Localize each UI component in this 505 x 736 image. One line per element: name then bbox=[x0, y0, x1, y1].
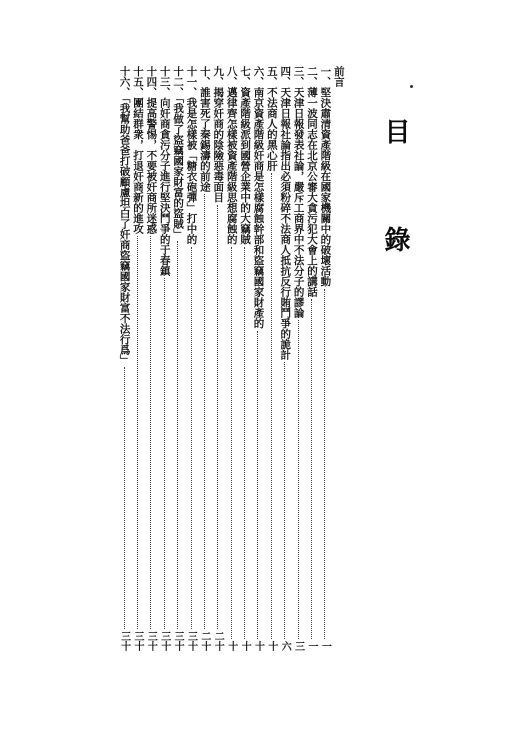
toc-entry-preface bbox=[332, 66, 345, 226]
toc-page-number: 三十 bbox=[172, 631, 184, 651]
toc-page-number: 三十 bbox=[145, 631, 157, 651]
toc-page-number: 二十 bbox=[212, 631, 224, 651]
toc-entry-text: 十四、提高警惕，不要被奸商所迷惑 bbox=[145, 66, 158, 234]
toc-entry bbox=[158, 66, 171, 651]
toc-leader bbox=[204, 194, 205, 629]
toc-entry bbox=[265, 66, 278, 651]
toc-page-number: 二十 bbox=[198, 631, 210, 651]
toc-entry-text: 五、不法商人的黑心肝 bbox=[265, 66, 278, 171]
toc-entry bbox=[305, 66, 318, 651]
toc-entry-text: 十一、我是怎樣被「糖衣砲彈」打中的 bbox=[185, 66, 198, 245]
toc-page-number: 十 bbox=[239, 641, 251, 651]
toc-entry bbox=[131, 66, 144, 651]
toc-entry bbox=[238, 66, 251, 651]
toc-entry-text: 十三、向奸商貪污分子進行堅決鬥爭的于春鎮 bbox=[158, 66, 171, 276]
page-title: 目 錄 bbox=[380, 118, 410, 280]
toc-entry-text: 三、天津日報發表社論，嚴斥工商界中不法分子的謬論 bbox=[292, 66, 305, 318]
toc-entry bbox=[117, 66, 130, 651]
toc-entry-text: 十、誰害死了秦錫濤的前途 bbox=[198, 66, 211, 192]
toc-page-number: 三十 bbox=[158, 631, 170, 651]
toc-entry-text: 二、薄一波同志在北京公審大貪污犯大會上的講話 bbox=[306, 66, 319, 297]
toc-entry-text: 七、資產階級派到國營企業中的大竊賊 bbox=[239, 66, 252, 245]
toc-entry bbox=[291, 66, 304, 651]
toc-entry bbox=[184, 66, 197, 651]
ink-dot bbox=[410, 85, 413, 88]
toc-leader bbox=[257, 331, 258, 640]
toc-entry bbox=[224, 66, 237, 651]
toc-page-number: 三十 bbox=[131, 631, 143, 651]
toc-leader bbox=[244, 247, 245, 640]
toc-entry bbox=[211, 66, 224, 651]
toc-page-number: 十 bbox=[265, 641, 277, 651]
toc-entry-text: 十二、「我做了盜竊國家財富的盜賊」 bbox=[172, 66, 185, 240]
toc-entry bbox=[171, 66, 184, 651]
toc-leader bbox=[137, 236, 138, 629]
toc-page-number: 一 bbox=[306, 641, 318, 651]
table-of-contents bbox=[117, 66, 345, 651]
toc-leader bbox=[311, 299, 312, 639]
toc-entry-text: 一、堅決肅清資產階級在國家機關中的破壞活動 bbox=[319, 66, 332, 287]
toc-entry bbox=[251, 66, 264, 651]
toc-entry-text: 前言 bbox=[332, 66, 345, 87]
toc-leader bbox=[298, 320, 299, 639]
toc-entry bbox=[198, 66, 211, 651]
toc-page-number: 十 bbox=[252, 641, 264, 651]
toc-entry-text: 四、天津日報社論指出必須粉碎不法商人抵抗反行賄鬥爭的詭計 bbox=[279, 66, 292, 360]
toc-page-number: 一 bbox=[319, 641, 331, 651]
toc-page-number: 十 bbox=[225, 641, 237, 651]
toc-leader bbox=[191, 247, 192, 630]
toc-entry-text: 十五、團結群衆，打退奸商新的進攻 bbox=[131, 66, 144, 234]
toc-entry-text: 六、南京資產階級奸商是怎樣腐蝕幹部和盜竊國家財產的 bbox=[252, 66, 265, 329]
toc-entry bbox=[144, 66, 157, 651]
toc-page-number: 六 bbox=[279, 641, 291, 651]
toc-leader bbox=[124, 367, 125, 629]
toc-leader bbox=[284, 362, 285, 639]
toc-leader bbox=[324, 289, 325, 640]
toc-leader bbox=[177, 241, 178, 629]
toc-entry-text: 八、邁律齊怎樣被資產階級思想腐蝕的 bbox=[225, 66, 238, 245]
toc-leader bbox=[217, 205, 218, 630]
toc-entry-text: 九、揭穿奸商的陰險惡毒面目 bbox=[212, 66, 225, 203]
toc-entry bbox=[278, 66, 291, 651]
toc-page-number: 三 bbox=[292, 641, 304, 651]
toc-leader bbox=[271, 173, 272, 639]
toc-entry bbox=[318, 66, 331, 651]
toc-entry-text: 十六、「我幫助爸爸打破顧慮坦白了奸商盜竊國家財富不法行爲」 bbox=[118, 66, 131, 366]
toc-page-number: 三十 bbox=[185, 631, 197, 651]
toc-leader bbox=[150, 236, 151, 629]
toc-leader bbox=[164, 278, 165, 629]
toc-leader bbox=[231, 247, 232, 640]
toc-page-number: 三十 bbox=[118, 631, 130, 651]
